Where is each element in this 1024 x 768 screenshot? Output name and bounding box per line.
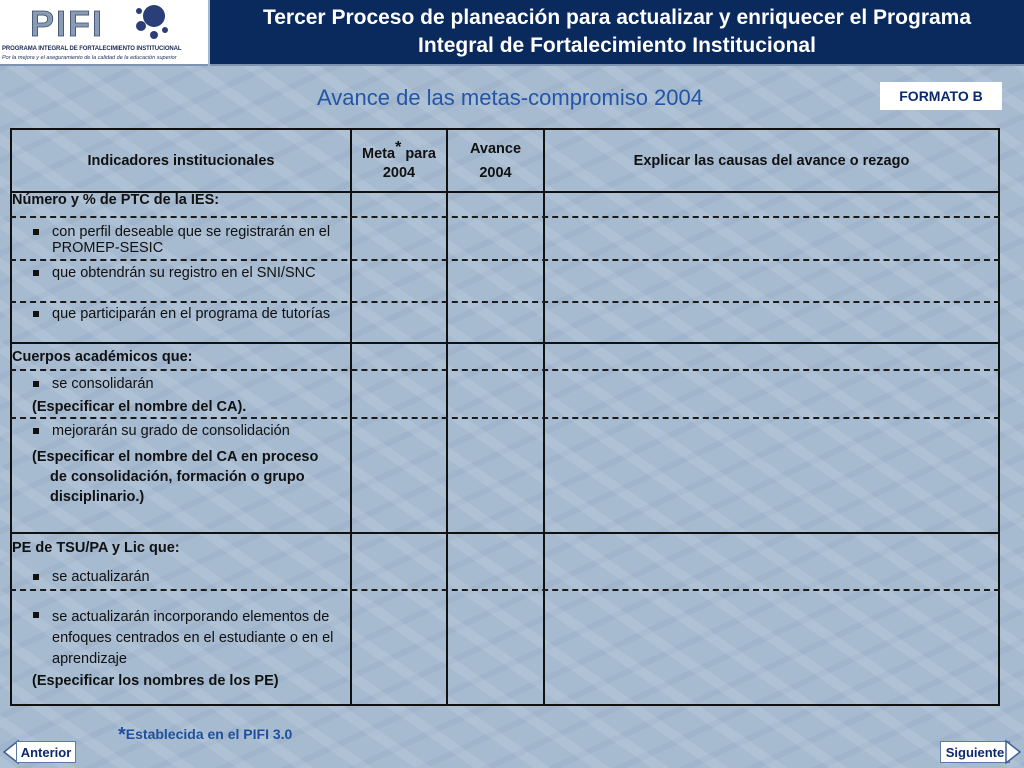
previous-button[interactable]: Anterior [16,741,76,763]
table-border-bottom [10,704,1000,706]
row-divider [10,216,1000,218]
slide-subtitle: Avance de las metas-compromiso 2004 [316,85,703,110]
pifi-logo [30,2,170,44]
section-title-ptc: Número y % de PTC de la IES: [12,192,220,208]
arrow-right-icon[interactable] [1004,739,1022,765]
row-divider [10,259,1000,261]
header-avance [448,130,543,191]
section-separator-ca [10,342,1000,344]
header-indicadores: Indicadores institucionales [87,152,275,169]
list-item-ca-consolidaran: se consolidarán [12,376,350,392]
logo-tagline: Por la mejora y el aseguramiento de la calidad de la educación superior [2,55,177,61]
list-item-ca-mejoraran: mejorarán su grado de consolidación [12,423,350,439]
footnote [118,724,292,747]
pe-enfoques-note: (Especificar los nombres de los PE) [32,673,279,689]
row-divider [10,589,1000,591]
pifi-logo-panel [0,0,208,66]
list-item-ptc-tutorias: que participarán en el programa de tutorías [12,306,350,322]
next-button[interactable]: Siguiente [940,741,1010,763]
section-title-ca: Cuerpos académicos que: [12,349,193,365]
list-item-pe-actualizaran: se actualizarán [12,569,350,585]
list-item-pe-enfoques: se actualizarán incorporando elementos de enfoques centrados en el estudiante o en el aprendizaje [12,607,352,670]
header-meta-suffix: para 2004 [382,145,436,182]
row-divider [10,417,1000,419]
list-item-ptc-perfil: con perfil deseable que se registrarán en el PROMEP-SESIC [12,224,350,256]
section-separator-pe [10,532,1000,534]
title-banner [210,0,1024,66]
logo-program-name: PROGRAMA INTEGRAL DE FORTALECIMIENTO INSTITUCIONAL [2,46,182,52]
header-avance-line2: 2004 [479,164,512,181]
header-meta [352,130,446,191]
row-divider [10,301,1000,303]
metas-table [10,128,1000,706]
header-causas: Explicar las causas del avance o rezago [633,152,910,169]
header-meta-line1 [352,138,446,184]
row-divider [10,369,1000,371]
slide-title: Tercer Proceso de planeación para actualizar y enriquecer el Programa Integral de Fortalecimiento Institucional [262,6,972,57]
footnote-star: * [118,724,126,746]
header-meta-prefix: Meta [362,145,396,162]
ca-consolidaran-note: (Especificar el nombre del CA). [32,399,247,415]
pifi-logo-wordmark: PIFI [30,3,105,44]
list-item-ptc-sni: que obtendrán su registro en el SNI/SNC [12,265,350,281]
section-title-pe: PE de TSU/PA y Lic que: [12,540,180,556]
ca-mejoraran-note: (Especificar el nombre del CA en proceso de consolidación, formación o grupo disciplinario.) [32,449,319,505]
footnote-text: Establecida en el PIFI 3.0 [125,726,293,742]
formato-badge: FORMATO B [880,82,1002,110]
header-meta-star: * [395,138,402,156]
header-avance-line1: Avance [469,140,522,157]
